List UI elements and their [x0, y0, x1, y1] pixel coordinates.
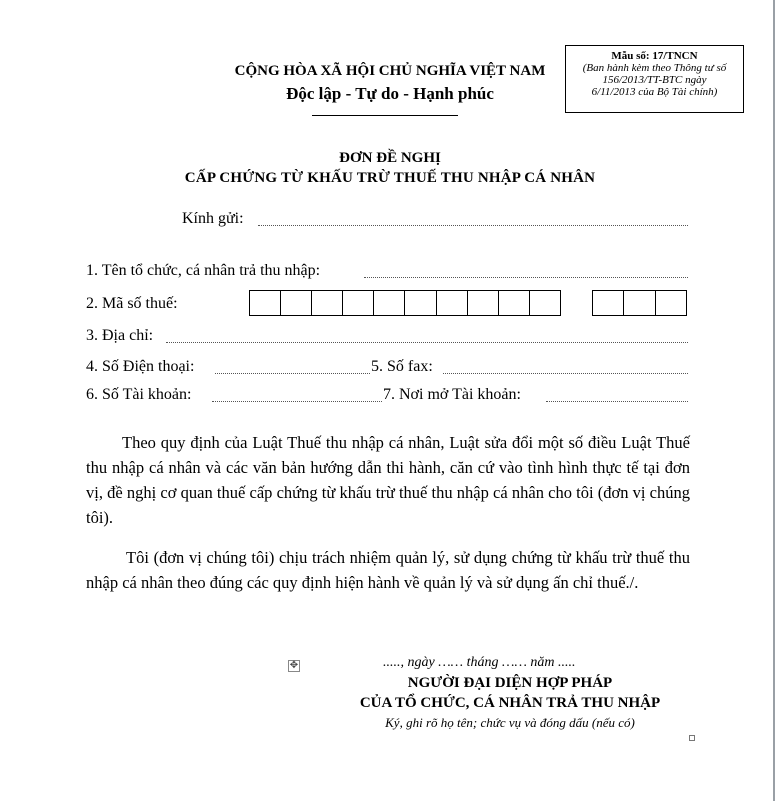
phone-field[interactable]	[215, 373, 370, 374]
form-note-line1: (Ban hành kèm theo Thông tư số	[582, 62, 727, 74]
form-note-line2: 156/2013/TT-BTC ngày	[602, 74, 707, 86]
org-name-label: 1. Tên tổ chức, cá nhân trả thu nhập:	[86, 262, 321, 279]
tax-code-boxes-branch[interactable]	[592, 290, 687, 316]
signature-role-line2: CỦA TỔ CHỨC, CÁ NHÂN TRẢ THU NHẬP	[359, 695, 661, 711]
body-paragraph-1: Theo quy định của Luật Thuế thu nhập cá nhân, Luật sửa đổi một số điều Luật Thuế thu nhập cá nhân và các văn bản hướng dẫn thi hành, căn cứ vào tình hình thực tế tại đơn vị, đề nghị cơ quan thuế cấp chứng từ khấu trừ thuế thu nhập cá nhân cho tôi (đơn vị chúng tôi).	[86, 433, 690, 527]
bank-field[interactable]	[546, 401, 688, 402]
account-label: 6. Số Tài khoản:	[86, 386, 192, 403]
org-name-field[interactable]	[364, 277, 688, 278]
table-move-handle-icon[interactable]: ✥	[289, 660, 299, 671]
form-number-box	[565, 45, 744, 113]
national-title: CỘNG HÒA XÃ HỘI CHỦ NGHĨA VIỆT NAM	[234, 63, 546, 79]
header-divider	[312, 115, 458, 116]
fax-field[interactable]	[443, 373, 688, 374]
national-motto: Độc lập - Tự do - Hạnh phúc	[286, 84, 494, 103]
fax-label: 5. Số fax:	[371, 358, 433, 375]
bank-label: 7. Nơi mở Tài khoản:	[383, 386, 521, 403]
phone-label: 4. Số Điện thoại:	[86, 358, 195, 375]
signature-role-line1: NGƯỜI ĐẠI DIỆN HỢP PHÁP	[407, 675, 613, 691]
address-field[interactable]	[166, 342, 688, 343]
address-label: 3. Địa chỉ:	[86, 327, 154, 344]
recipient-label: Kính gửi:	[182, 210, 244, 227]
document-subtitle: CẤP CHỨNG TỪ KHẤU TRỪ THUẾ THU NHẬP CÁ NHÂN	[184, 170, 596, 186]
tax-code-label: 2. Mã số thuế:	[86, 295, 178, 312]
form-note-line3: 6/11/2013 của Bộ Tài chính)	[591, 86, 718, 98]
body-paragraph-2: Tôi (đơn vị chúng tôi) chịu trách nhiệm quản lý, sử dụng chứng từ khấu trừ thuế thu nhập cá nhân theo đúng các quy định hiện hành về quản lý và sử dụng ấn chỉ thuế./.	[86, 548, 690, 592]
form-number: Mẫu số: 17/TNCN	[611, 50, 698, 62]
signature-date-line: ....., ngày …… tháng …… năm .....	[383, 655, 576, 670]
signature-instruction: Ký, ghi rõ họ tên; chức vụ và đóng dấu (nếu có)	[385, 715, 635, 730]
account-field[interactable]	[212, 401, 382, 402]
table-resize-handle-icon[interactable]	[689, 735, 695, 741]
recipient-field[interactable]	[258, 225, 688, 226]
tax-code-boxes-main[interactable]	[249, 290, 561, 316]
document-title: ĐƠN ĐỀ NGHỊ	[339, 150, 441, 166]
